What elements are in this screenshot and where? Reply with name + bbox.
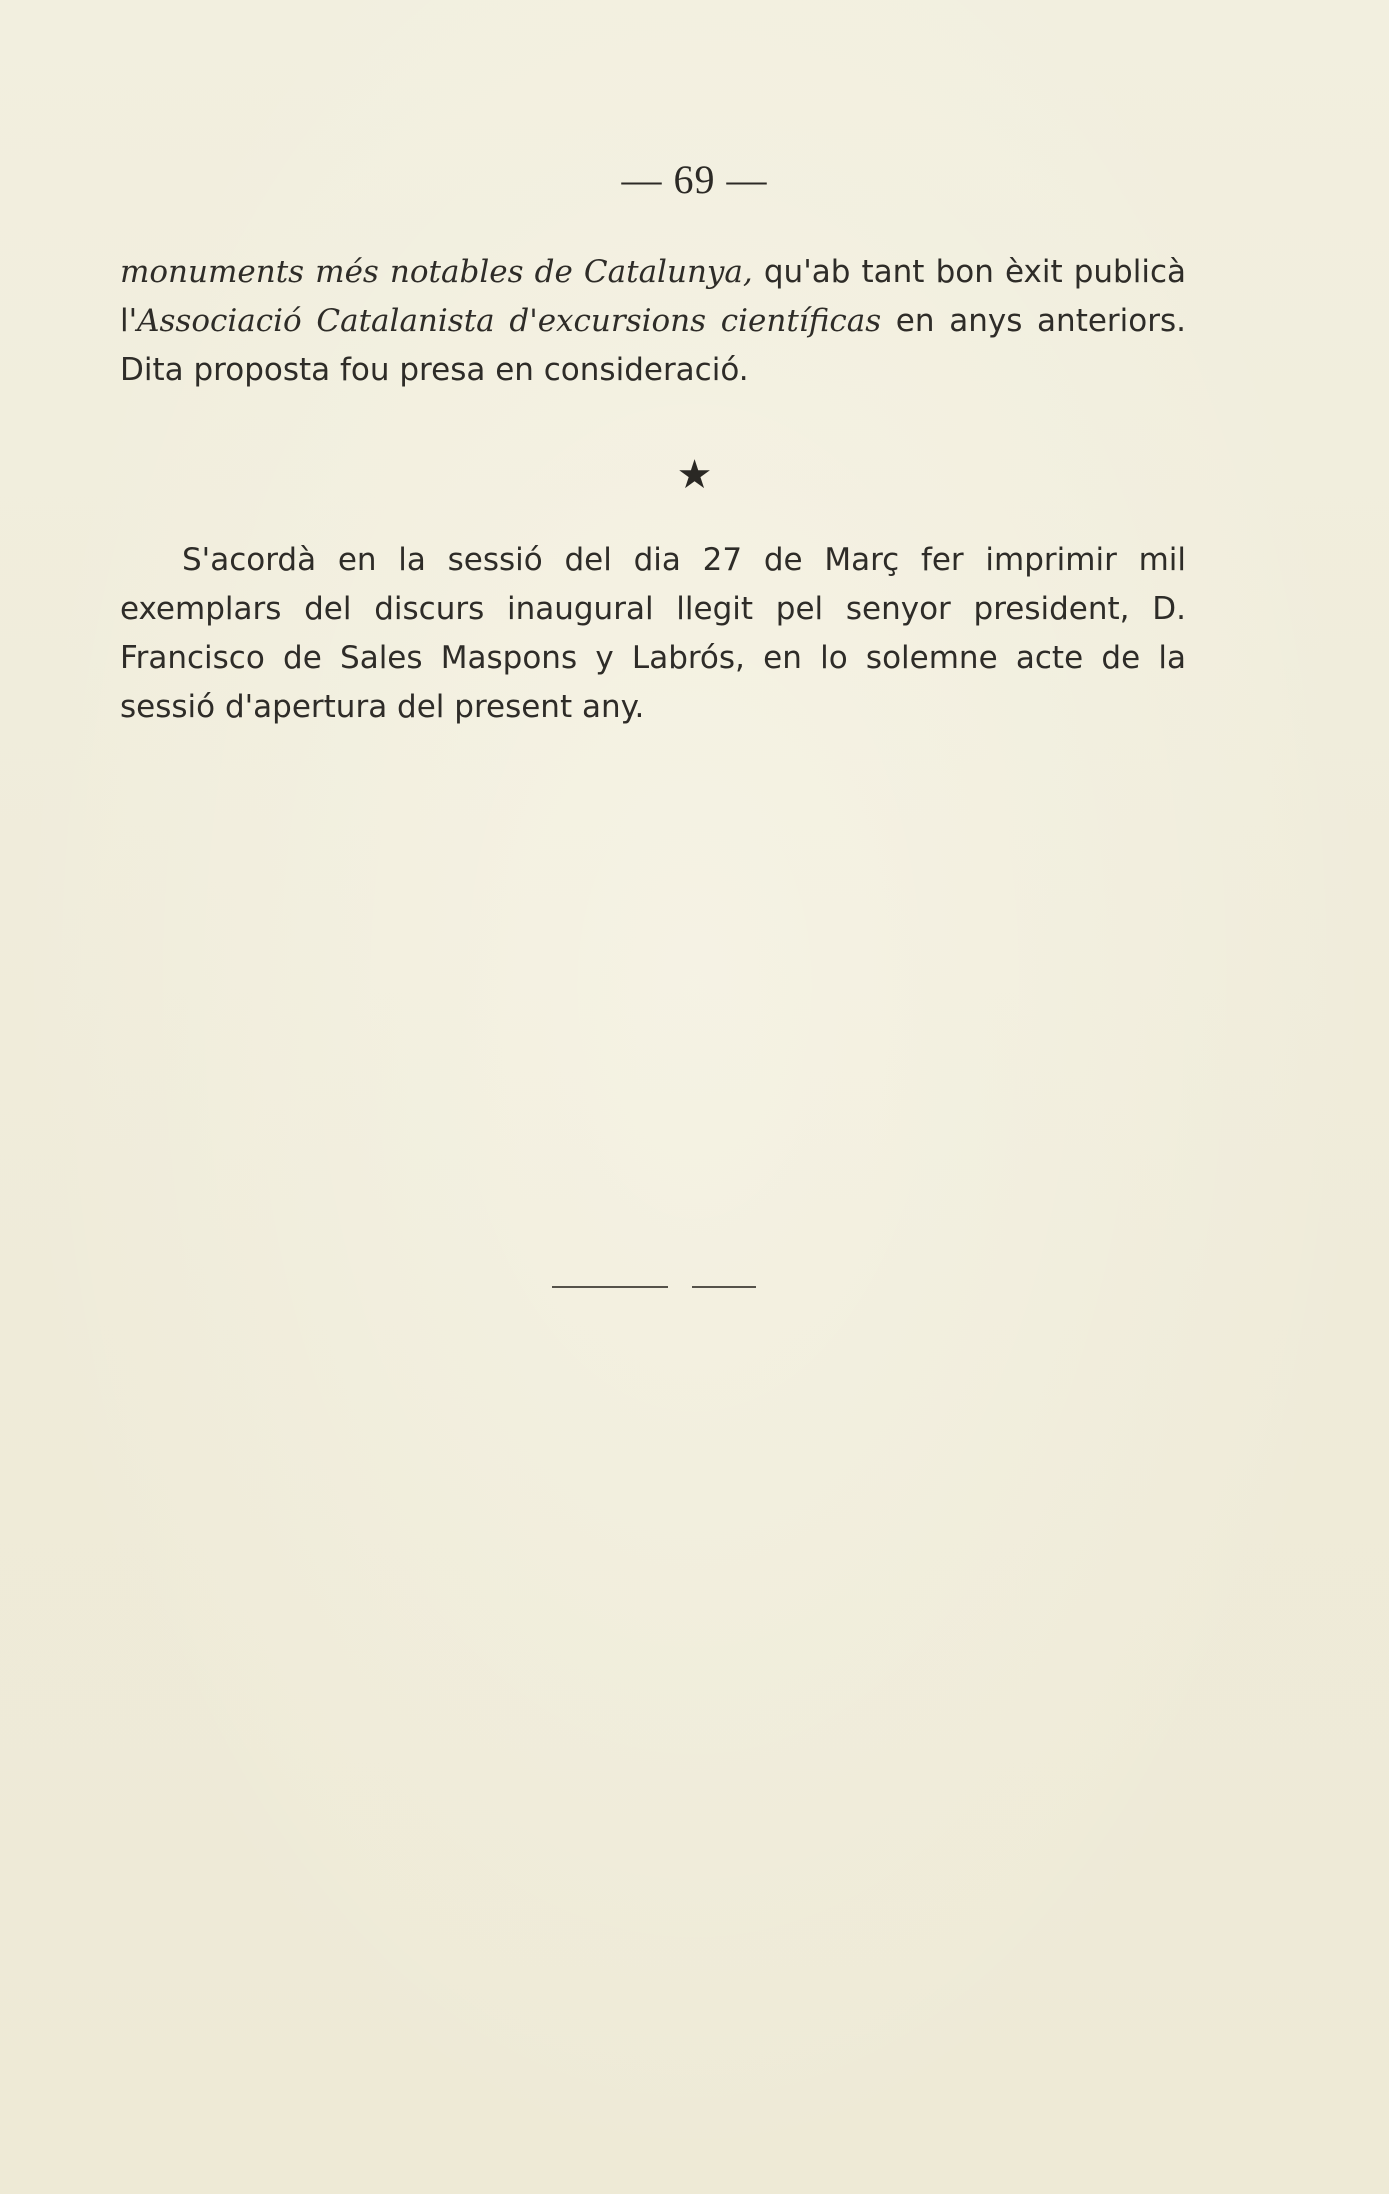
italic-title-monuments: monuments més notables de Catalunya, bbox=[120, 254, 753, 290]
closing-rule-left bbox=[552, 1286, 668, 1288]
italic-title-associacio: Associació Catalanista d'excursions científicas bbox=[137, 303, 882, 339]
page-number: — 69 — bbox=[621, 157, 768, 202]
paragraph-1-text-b: en anys anteriors. Dita proposta fou presa en consideració. bbox=[120, 303, 1186, 388]
paragraph-2 bbox=[120, 536, 1186, 732]
star-separator-icon: ★ bbox=[676, 452, 713, 498]
paragraph-1 bbox=[120, 248, 1186, 395]
paragraph-2-text: S'acordà en la sessió del dia 27 de Març fer imprimir mil exemplars del discurs inaugural llegit pel senyor president, D. Francisco de Sales Maspons y Labrós, en lo solemne acte de la sessió d'apertura del present any. bbox=[120, 542, 1186, 725]
paragraph-1-text-a: qu'ab tant bon èxit publicà l' bbox=[120, 254, 1186, 339]
closing-rule-right bbox=[692, 1286, 756, 1288]
